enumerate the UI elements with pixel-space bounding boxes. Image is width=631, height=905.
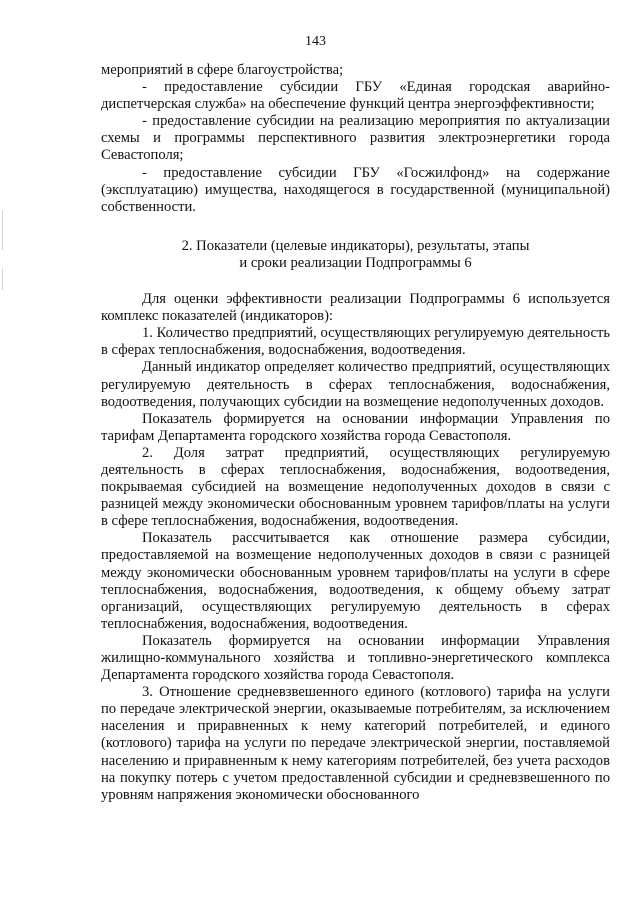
section-heading-line-1: 2. Показатели (целевые индикаторы), результаты, этапы (181, 237, 530, 254)
paragraph: мероприятий в сфере благоустройства; (101, 62, 344, 78)
paragraph: Для оценки эффективности реализации Подпрограммы 6 используется комплекс показателей (индикаторов): (101, 291, 610, 325)
spacer (101, 272, 610, 291)
paragraph: 2. Доля затрат предприятий, осуществляющих регулируемую деятельность в сферах теплоснабжения, водоснабжения, водоотведения, покрываемая субсидией на возмещение недополученных доходов в связи с разницей между экономически обоснованным уровнем тарифов/платы на услуги в сфере теплоснабжения, водоснабжения, водоотведения. (101, 444, 610, 530)
scan-edge-mark (2, 268, 3, 290)
spacer (101, 216, 610, 238)
paragraph-list-item: - предоставление субсидии на реализацию мероприятия по актуализации схемы и программы перспективного развития электроэнергетики города Севастополя; (101, 113, 610, 164)
paragraph: Показатель формируется на основании информации Управления по тарифам Департамента городского хозяйства города Севастополя. (101, 410, 610, 444)
section-heading-line-2: и сроки реализации Подпрограммы 6 (239, 254, 472, 271)
page-number: 143 (305, 34, 326, 49)
paragraph: Показатель рассчитывается как отношение размера субсидии, предоставляемой на возмещение недополученных доходов в связи с разницей между экономически обоснованным уровнем тарифов/платы на услуги в сфере теплоснабжения, водоснабжения, водоотведения, к общему объему затрат организаций, осуществляющих регулируемую деятельность в сферах теплоснабжения, водоснабжения, водоотведения. (101, 530, 610, 632)
paragraph: 1. Количество предприятий, осуществляющих регулируемую деятельность в сферах теплоснабжения, водоснабжения, водоотведения. (101, 325, 610, 359)
document-body (101, 62, 610, 804)
paragraph-list-item: - предоставление субсидии ГБУ «Единая городская аварийно-диспетчерская служба» на обеспечение функций центра энергоэффективности; (101, 79, 610, 113)
paragraph: 3. Отношение средневзвешенного единого (котлового) тарифа на услуги по передаче электрической энергии, оказываемые потребителям, за исключением населения и приравненных к нему категорий потребителей, и единого (котлового) тарифа на услуги по передаче электрической энергии, поставляемой населению и приравненным к нему категориям потребителей, без учета расходов на покупку потерь с учетом предоставленной субсидии и средневзвешенного по уровням напряжения экономически обоснованного (101, 684, 610, 803)
scan-edge-mark (2, 210, 3, 250)
paragraph: Показатель формируется на основании информации Управления жилищно-коммунального хозяйства и топливно-энергетического комплекса Департамента городского хозяйства города Севастополя. (101, 632, 610, 684)
paragraph: Данный индикатор определяет количество предприятий, осуществляющих регулируемую деятельность в сферах теплоснабжения, водоснабжения, водоотведения, получающих субсидии на возмещение недополученных доходов. (101, 359, 610, 410)
paragraph-list-item: - предоставление субсидии ГБУ «Госжилфонд» на содержание (эксплуатацию) имущества, находящегося в государственной (муниципальной) собственности. (101, 164, 610, 215)
